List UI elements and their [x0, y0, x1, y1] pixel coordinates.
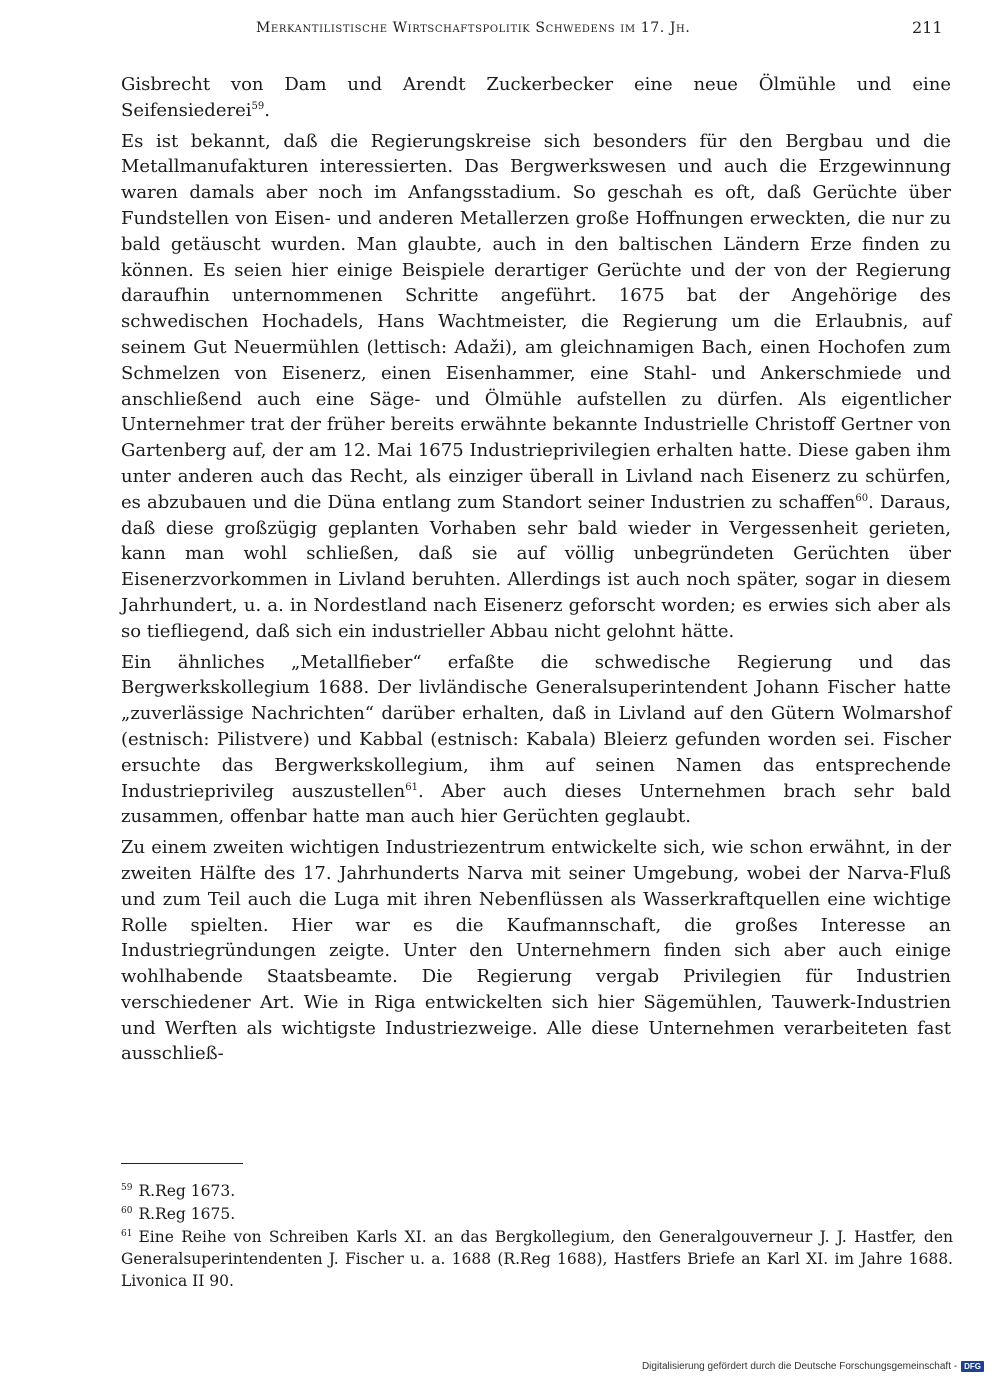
footnotes	[121, 1180, 953, 1293]
footnote-number: 60	[121, 1205, 133, 1216]
funding-text: Digitalisierung gefördert durch die Deutsche Forschungsgemeinschaft -	[641, 1361, 958, 1372]
paragraph-text: Ein ähnliches „Metallfieber“ erfaßte die schwedische Regierung und das Bergwerkskollegium 1688. Der livländische Generalsuperintendent Johann Fischer hatte „zuverlässige Nachrichten“ darüber erhalten, daß in Livland auf den Gütern Wolmarshof (estnisch: Pilistvere) und Kabbal (estnisch: Kabala) Bleierz gefunden worden sei. Fischer ersuchte das Bergwerkskollegium, ihm auf seinen Namen das entsprechende Industrieprivileg auszustellen	[121, 651, 951, 802]
footnote-text: R.Reg 1675.	[138, 1205, 236, 1223]
footnote-text: Eine Reihe von Schreiben Karls XI. an das Bergkollegium, den Generalgouverneur J. J. Hastfer, den Generalsuperintendenten J. Fischer u. a. 1688 (R.Reg 1688), Hastfers Briefe an Karl XI. im Jahre 1688. Livonica II 90.	[121, 1228, 953, 1290]
paragraph-text: .	[264, 99, 270, 121]
paragraph-text: Gisbrecht von Dam und Arendt Zuckerbecker eine neue Ölmühle und eine Seifensiederei	[121, 74, 951, 121]
paragraph-text: Es ist bekannt, daß die Regierungskreise sich besonders für den Bergbau und die Metallmanufakturen interessierten. Das Bergwerkswesen und auch die Erzgewinnung waren damals aber noch im Anfangsstadium. So geschah es oft, daß Gerüchte über Fundstellen von Eisen- und anderen Metallerzen große Hoffnungen erweckten, die nur zu bald getäuscht wurden. Man glaubte, auch in den baltischen Ländern Erze finden zu können. Es seien hier einige Beispiele derartiger Gerüchte und der von der Regierung daraufhin unternommenen Schritte angeführt. 1675 bat der Angehörige des schwedischen Hochadels, Hans Wachtmeister, die Regierung um die Erlaubnis, auf seinem Gut Neuermühlen (lettisch: Adaži), am gleichnamigen Bach, einen Hochofen zum Schmelzen von Eisenerz, einen Eisenhammer, eine Stahl- und Ankerschmiede und anschließend auch eine Säge- und Ölmühle aufstellen zu dürfen. Als eigentlicher Unternehmer trat der früher bereits erwähnte bekannte Industrielle Christoff Gertner von Gartenberg auf, der am 12. Mai 1675 Industrieprivilegien erhalten hatte. Diese gaben ihm unter anderen auch das Recht, als einziger überall in Livland nach Eisenerz zu schürfen, es abzubauen und die Düna entlang zum Standort seiner Industrien zu schaffen	[121, 130, 951, 513]
paragraph-text: Zu einem zweiten wichtigen Industriezentrum entwickelte sich, wie schon erwähnt, in der zweiten Hälfte des 17. Jahrhunderts Narva mit seiner Umgebung, wobei der Narva-Fluß und zum Teil auch die Luga mit ihren Nebenflüssen als Wasserkraftquellen eine wichtige Rolle spielten. Hier war es die Kaufmannschaft, die großes Interesse an Industriegründungen zeigte. Unter den Unternehmern finden sich aber auch einige wohlhabende Staatsbeamte. Die Regierung vergab Privilegien für Industrien verschiedener Art. Wie in Riga entwickelten sich hier Sägemühlen, Tauwerk-Industrien und Werften als wichtigste Industriezweige. Alle diese Unternehmen verarbeiteten fast ausschließ-	[121, 837, 951, 1065]
footnote-ref-61[interactable]: 61	[405, 781, 418, 793]
paragraph-3	[121, 650, 951, 831]
paragraph-text: . Aber auch dieses Unternehmen brach sehr bald zusammen, offenbar hatte man auch hier Gerüchten geglaubt.	[121, 780, 951, 828]
footnote-number: 61	[121, 1228, 133, 1239]
footnote-ref-59[interactable]: 59	[251, 100, 265, 112]
footnote-ref-60[interactable]: 60	[855, 492, 869, 504]
paragraph-2	[121, 129, 951, 645]
footnote-59	[121, 1180, 953, 1202]
dfg-logo-icon: DFG	[961, 1361, 984, 1372]
footnote-text: R.Reg 1673.	[138, 1182, 236, 1200]
page-number: 211	[912, 18, 943, 37]
paragraph-1	[121, 72, 951, 124]
footnote-60	[121, 1203, 953, 1225]
footnote-number: 59	[121, 1182, 133, 1193]
footnote-61	[121, 1226, 953, 1292]
running-header: Merkantilistische Wirtschaftspolitik Schwedens im 17. Jh.	[256, 20, 691, 36]
paragraph-text: . Daraus, daß diese großzügig geplanten Vorhaben sehr bald wieder in Vergessenheit gerieten, kann man wohl schließen, daß sie auf völlig unbegründeten Gerüchten über Eisenerzvorkommen in Livland beruhten. Allerdings ist auch noch später, sogar in diesem Jahrhundert, u. a. in Nordestland nach Eisenerz geforscht worden; es erwies sich aber als so tiefliegend, daß sich ein industrieller Abbau nicht gelohnt hätte.	[121, 491, 951, 642]
footnote-divider	[121, 1163, 243, 1164]
body-text	[121, 72, 951, 1072]
paragraph-4	[121, 835, 951, 1067]
funding-note	[642, 1361, 984, 1372]
